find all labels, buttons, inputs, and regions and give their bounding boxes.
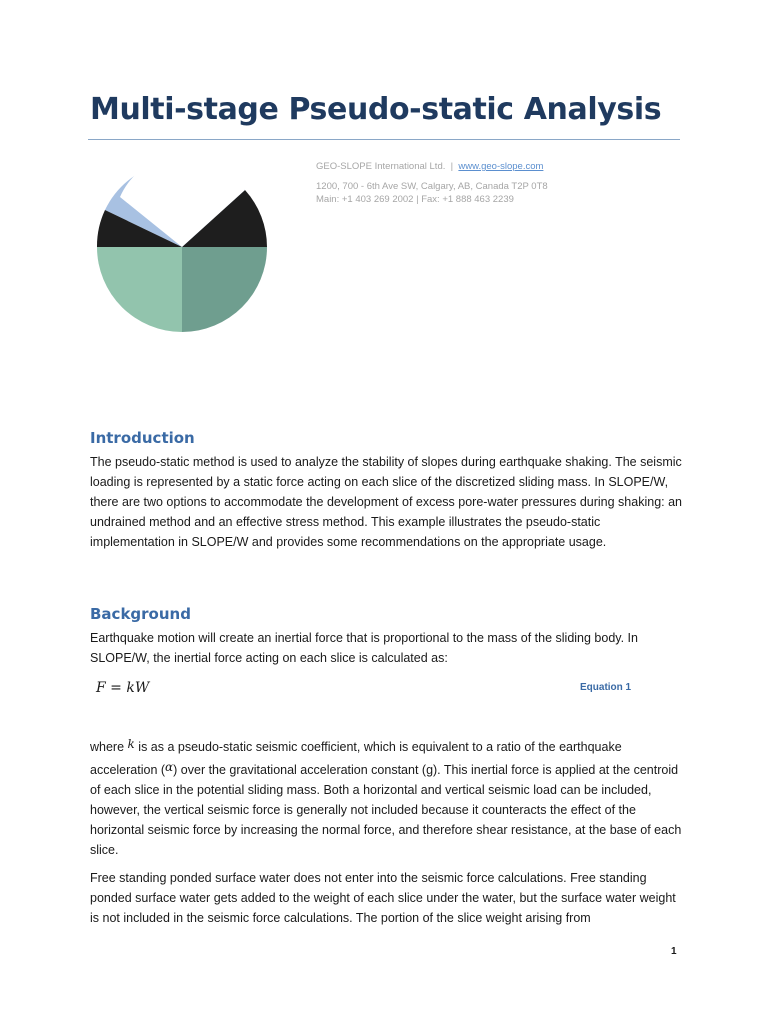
background-paragraph-3: Free standing ponded surface water does not enter into the seismic force calculations. Free standing ponded surface water gets added to the weight of each slice under the water, but the surface water weight is not included in the seismic force calculations. The portion of the slice weight arising from <box>90 871 676 925</box>
geo-slope-logo <box>95 157 269 337</box>
website-link[interactable]: www.geo-slope.com <box>458 161 544 172</box>
background-paragraph-2 <box>90 734 686 860</box>
symbol-k: k <box>127 737 135 751</box>
contact-block <box>316 160 548 206</box>
symbol-alpha: α <box>165 760 174 774</box>
phone-line: Main: +1 403 269 2002 | Fax: +1 888 463 2239 <box>316 194 514 205</box>
logo-segment-mint <box>97 247 182 332</box>
introduction-paragraph: The pseudo-static method is used to analyze the stability of slopes during earthquake shaking. The seismic loading is represented by a static force acting on each slice of the discretized sliding mass. In SLOPE/W, there are two options to accommodate the development of excess pore-water pressures during shaking: an undrained method and an effective stress method. This example illustrates the pseudo-static implementation in SLOPE/W and provides some recommendations on the appropriate usage. <box>90 455 682 549</box>
logo-segment-teal <box>182 247 267 332</box>
equation-label: Equation 1 <box>580 682 632 693</box>
title-divider <box>88 139 680 140</box>
equation-1: F = kW <box>96 680 150 696</box>
background-heading: Background <box>90 605 191 623</box>
p2-part-c: ) over the gravitational acceleration constant (g). This inertial force is applied at the centroid of each slice in the potential sliding mass. Both a horizontal and vertical seismic load can be included, however, the vertical seismic force is generally not included because it counteracts the effect of the horizontal seismic force by increasing the normal force, and therefore shear resistance, at the base of each slice. <box>90 763 682 857</box>
company-name: GEO-SLOPE International Ltd. <box>316 161 446 172</box>
p2-part-a: where <box>90 740 128 754</box>
document-title: Multi-stage Pseudo-static Analysis <box>90 92 662 127</box>
address-line: 1200, 700 - 6th Ave SW, Calgary, AB, Canada T2P 0T8 <box>316 181 548 192</box>
introduction-heading: Introduction <box>90 429 195 447</box>
page-number: 1 <box>671 946 677 957</box>
p2-part-b: is as a pseudo-static seismic coefficient, which is equivalent to a ratio of the earthquake acceleration ( <box>90 740 622 777</box>
contact-separator: | <box>450 161 454 172</box>
background-paragraph-1: Earthquake motion will create an inertial force that is proportional to the mass of the sliding body. In SLOPE/W, the inertial force acting on each slice is calculated as: <box>90 631 638 665</box>
